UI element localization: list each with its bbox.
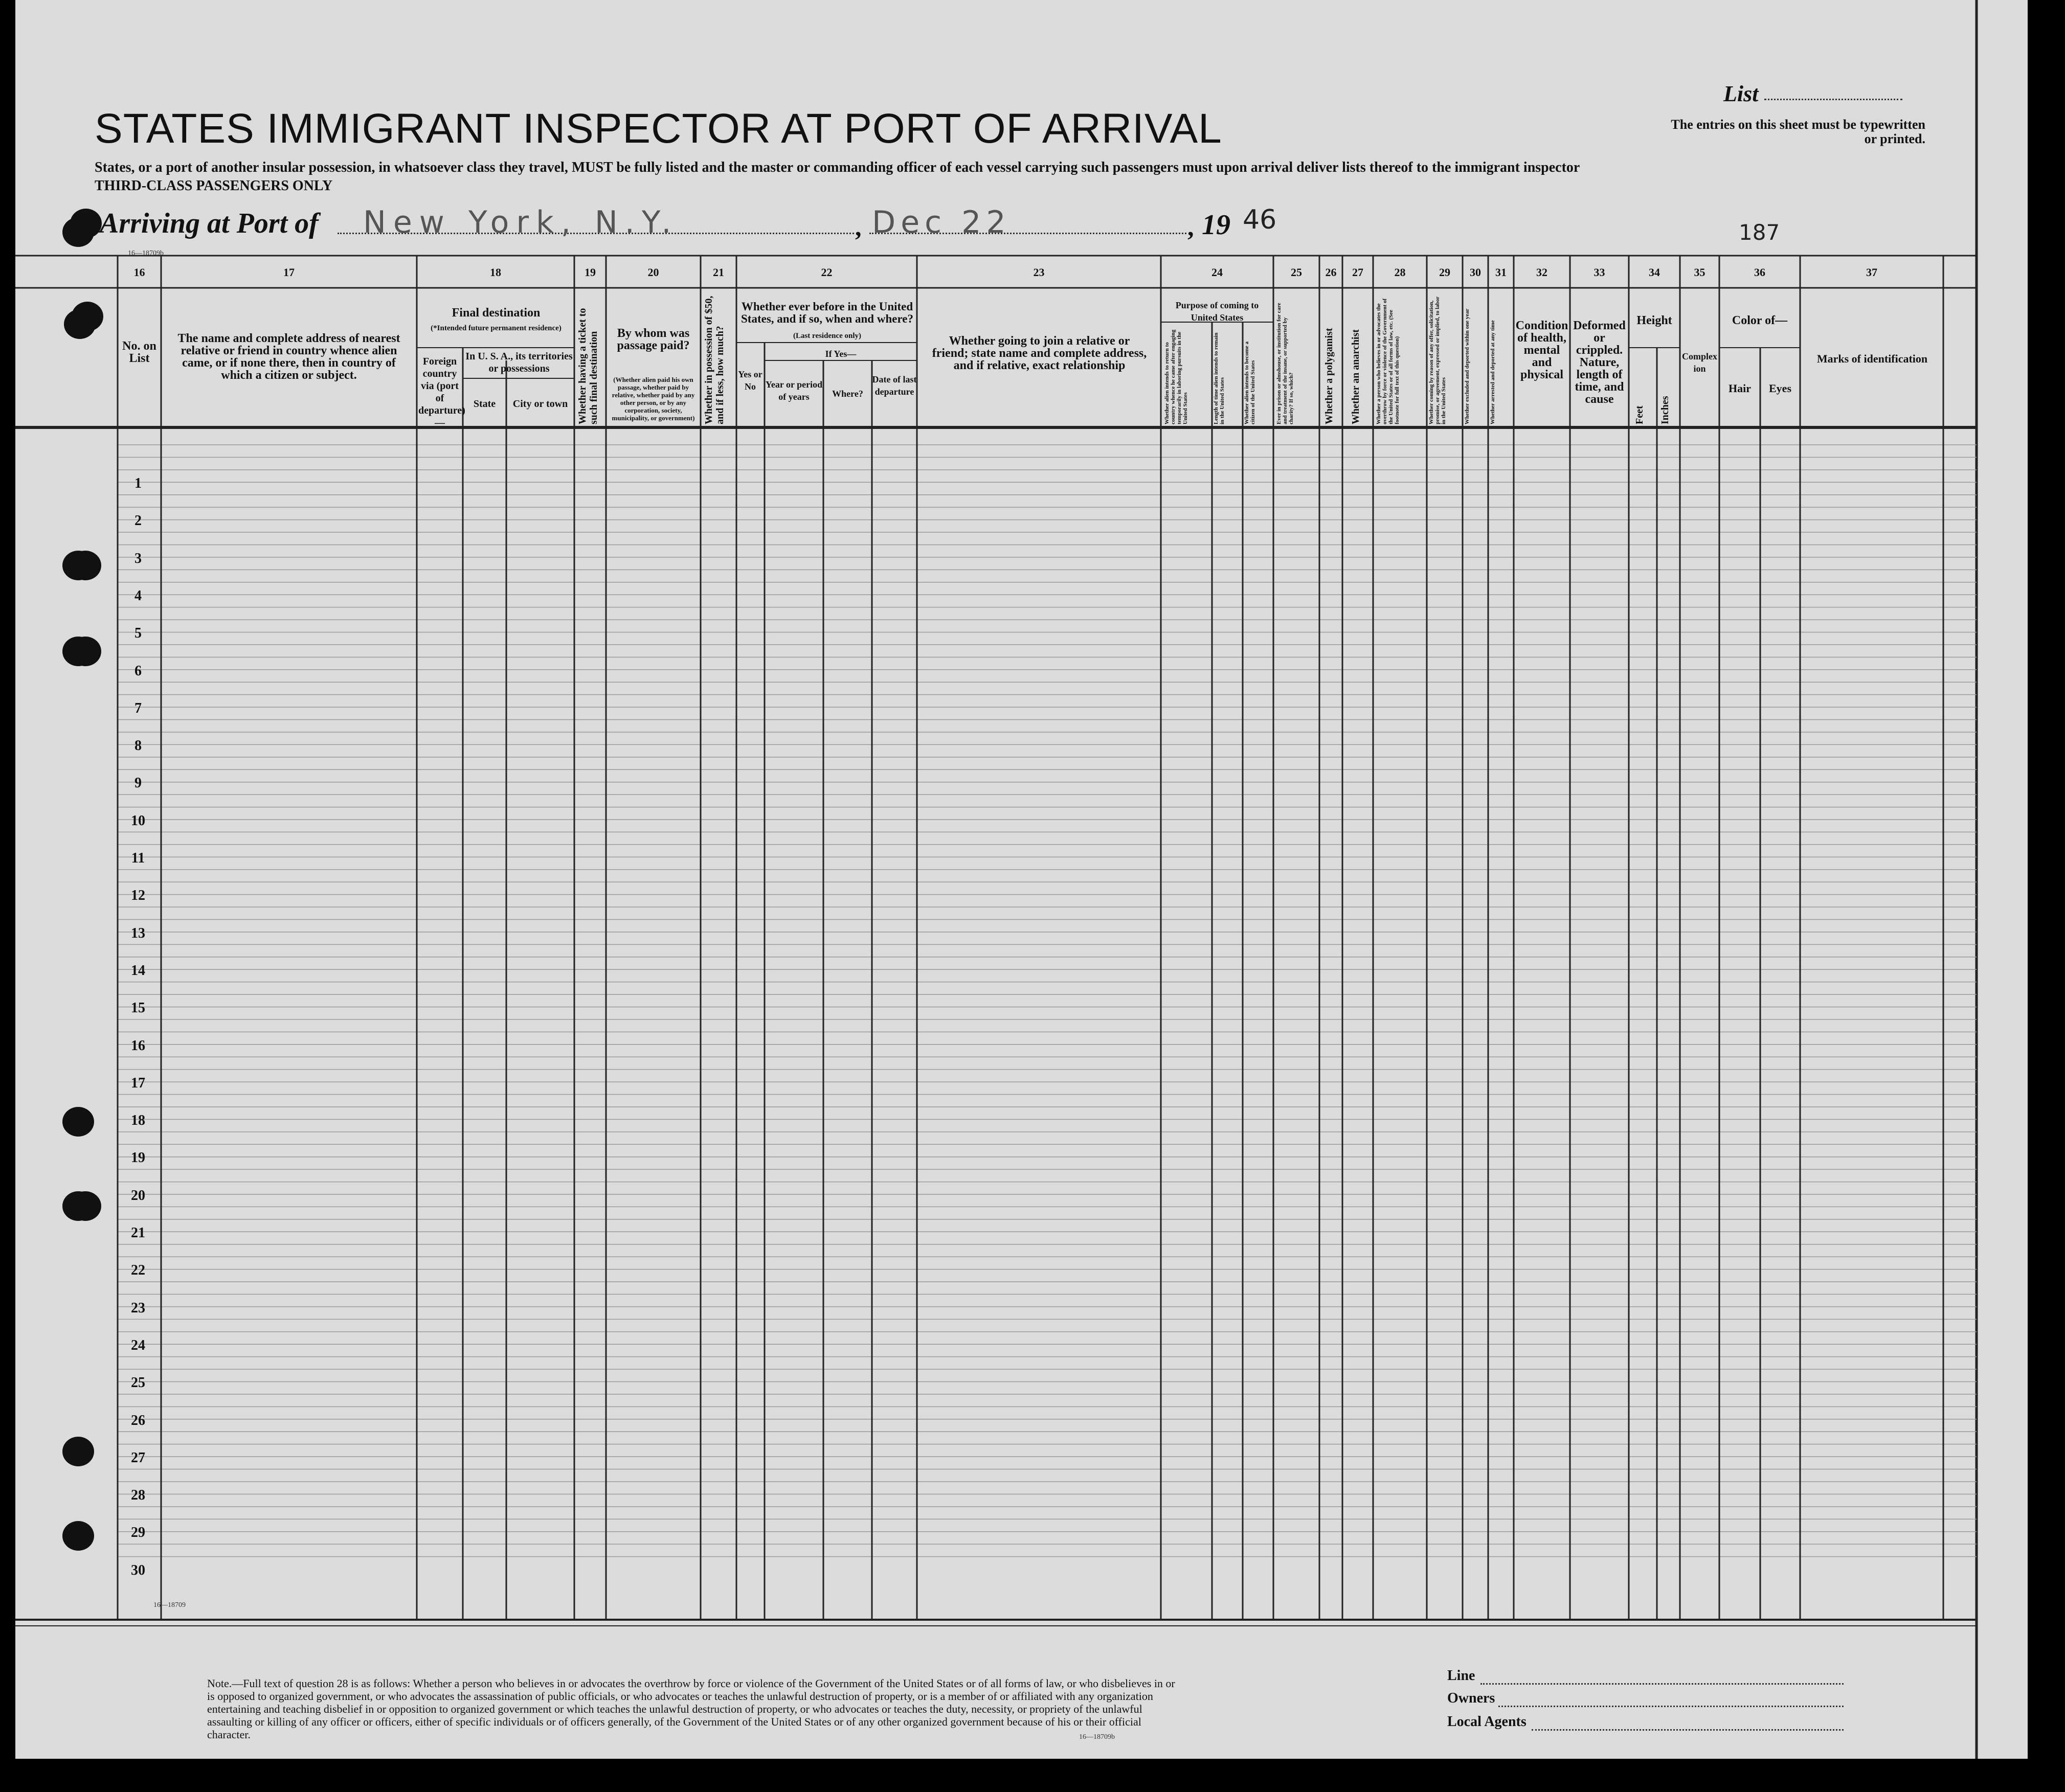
footnote-question-28: Note.—Full text of question 28 is as follows: Whether a person who believes in or advocates the overthrow by force or violence of the Government of the United States or of all forms of law, or who disbelieves in or is opposed to organized government, or who advocates the assassination of public officials, or who advocates or teaches the unlawful destruction of property, or is a member of or affiliated with any organization entertaining and teaching disbelief in or opposition to organized government or which teaches the unlawful destruction of property, or who advocates or teaches the duty, necessity, or propriety of the unlawful assaulting or killing of any officer or officers, either of specific individuals or of officers generally, of the Government of the United States or of any other organized government because of his or their official character. (207, 1677, 1175, 1741)
year-prefix: 19 (1202, 209, 1230, 241)
header-ever-before-us: Whether ever before in the United States, and if so, when and where? (741, 300, 913, 325)
header-feet: Feet (1634, 405, 1645, 424)
year-handwritten: 46 (1243, 205, 1277, 235)
list-field-line (1764, 99, 1902, 100)
row-number: 23 (131, 1300, 145, 1316)
row-number: 8 (134, 738, 142, 754)
row-number: 5 (134, 625, 142, 642)
punch-hole (70, 637, 101, 666)
port-handwritten: New York, N.Y. (363, 205, 679, 240)
header-prison-almshouse: Ever in prison or almshouse, or institution for care and treatment of the insane, or supported by charity? If so, which? (1276, 303, 1294, 424)
column-number: 25 (1291, 266, 1302, 279)
row-number: 28 (131, 1487, 145, 1504)
list-label: List (1723, 81, 1759, 106)
owners-label: Owners (1447, 1690, 1495, 1706)
header-year-period: Year or period of years (765, 379, 823, 402)
row-number: 13 (131, 925, 145, 941)
header-final-destination-note: (*Intended future permanent residence) (431, 324, 562, 332)
column-number: 35 (1694, 266, 1705, 279)
header-condition-health: Condition of health, mental and physical (1515, 319, 1568, 381)
column-number: 22 (821, 266, 833, 279)
header-become-citizen: Whether alien intends to become a citizen of the United States (1244, 341, 1256, 424)
header-return-country: Whether alien intends to return to country whence he came after engaging temporarily in laboring pursuits in the United States (1164, 329, 1188, 424)
header-nearest-relative: The name and complete address of nearest relative or friend in country whence alien came, or if none there, then in country of which a citizen or subject. (177, 332, 400, 382)
column-number: 31 (1495, 266, 1507, 279)
row-number: 29 (131, 1525, 145, 1541)
header-color-of: Color of— (1732, 314, 1788, 327)
row-number: 10 (131, 812, 145, 829)
row-number: 19 (131, 1150, 145, 1166)
row-number: 9 (134, 775, 142, 791)
form-title: STATES IMMIGRANT INSPECTOR AT PORT OF ARRIVAL (95, 105, 1222, 152)
row-number: 14 (131, 962, 145, 979)
agents-field-line (1532, 1729, 1844, 1731)
row-number: 20 (131, 1187, 145, 1204)
header-date-departure: Date of last departure (872, 374, 917, 397)
header-last-residence: (Last residence only) (793, 332, 862, 340)
header-labor-offer: Whether coming by reason of any offer, solicitation, promise, or agreement, expressed or implied, to labor in the United States (1428, 297, 1447, 424)
column-number: 21 (713, 266, 724, 279)
column-number: 16 (133, 266, 145, 279)
header-eyes: Eyes (1769, 382, 1791, 395)
column-number: 27 (1352, 266, 1363, 279)
header-anarchist: Whether an anarchist (1350, 329, 1361, 424)
punch-hole (62, 1521, 94, 1551)
comma: , (1187, 213, 1194, 241)
punch-hole (62, 1437, 94, 1466)
row-number: 6 (134, 663, 142, 679)
header-yes-no: Yes or No (738, 369, 762, 392)
header-inches: Inches (1659, 396, 1671, 424)
header-foreign-country: Foreign country via (port of departure)— (418, 356, 465, 428)
punch-hole (70, 551, 101, 580)
column-number: 33 (1593, 266, 1605, 279)
row-number: 30 (131, 1562, 145, 1578)
header-marks-identification: Marks of identification (1816, 352, 1928, 365)
punch-hole (70, 1191, 101, 1221)
column-number: 37 (1866, 266, 1877, 279)
header-final-destination: Final destination (452, 306, 541, 320)
column-number: 17 (283, 266, 295, 279)
form-code-bottom: 16—18709 (153, 1601, 186, 1609)
header-complexion: Complexion (1682, 351, 1717, 374)
header-polygamist: Whether a polygamist (1323, 328, 1335, 424)
local-agents-label: Local Agents (1447, 1714, 1527, 1730)
column-number: 24 (1211, 266, 1223, 279)
form-code-note: 16—18709b (1079, 1733, 1115, 1741)
punch-hole (62, 1107, 94, 1137)
header-join-relative: Whether going to join a relative or friend; state name and complete address, and if relative, exact relationship (932, 334, 1147, 372)
row-number: 12 (131, 888, 145, 904)
header-arrested-deported: Whether arrested and deported at any time (1490, 320, 1496, 424)
row-number: 25 (131, 1375, 145, 1391)
row-number: 15 (131, 1000, 145, 1016)
entries-note: The entries on this sheet must be typewritten or printed. (1671, 117, 1925, 146)
punch-hole (70, 209, 102, 238)
column-number: 30 (1470, 266, 1481, 279)
arriving-label: Arriving at Port of (100, 208, 319, 239)
header-state: State (473, 398, 496, 410)
column-number: 18 (490, 266, 501, 279)
header-in-usa: In U. S. A., its territories or possessions (465, 351, 573, 374)
row-number: 22 (131, 1262, 145, 1279)
owners-field-line (1498, 1706, 1844, 1707)
form-code-top: 16—18709b (128, 249, 164, 257)
row-number: 11 (131, 850, 145, 866)
punch-hole (72, 302, 103, 331)
form-subtitle: States, or a port of another insular possession, in whatsoever class they travel, MUST be fully listed and the master or commanding officer of each vessel carrying such passengers must upon arrival deliver lists thereof to the immigrant inspector (95, 160, 1580, 175)
header-possession-50: Whether in possession of $50, and if less, how much? (703, 296, 726, 424)
column-number: 32 (1536, 266, 1547, 279)
column-number: 28 (1394, 266, 1406, 279)
header-passage-paid-note: (Whether alien paid his own passage, whether paid by relative, whether paid by any other person, or by any corporation, society, municipality, or government) (612, 376, 695, 422)
row-number: 26 (131, 1412, 145, 1428)
header-height: Height (1636, 314, 1672, 327)
row-number: 7 (134, 700, 142, 716)
header-if-yes: If Yes— (825, 349, 857, 359)
header-length-of-stay: Length of time alien intends to remain in the United States (1213, 332, 1225, 424)
header-overthrow: Whether a person who believes in or advocates the overthrow by force or violence of the Government of the United States or of all forms of law, etc. (See footnote for full text of this question) (1376, 298, 1400, 424)
header-hair: Hair (1729, 382, 1751, 395)
column-number: 20 (647, 266, 659, 279)
row-number: 24 (131, 1337, 145, 1353)
class-note: THIRD-CLASS PASSENGERS ONLY (95, 178, 333, 194)
row-number: 1 (134, 475, 142, 491)
row-number: 27 (131, 1449, 145, 1466)
row-number: 16 (131, 1037, 145, 1054)
line-field-line (1480, 1683, 1844, 1685)
row-number: 2 (134, 513, 142, 529)
row-number: 18 (131, 1113, 145, 1129)
header-ticket: Whether having a ticket to such final destination (577, 308, 599, 424)
date-handwritten: Dec 22 (872, 205, 1011, 240)
column-number: 19 (585, 266, 596, 279)
page-mark: 187 (1739, 220, 1780, 245)
column-number: 23 (1033, 266, 1045, 279)
row-number: 4 (134, 587, 142, 604)
column-number: 26 (1325, 266, 1337, 279)
header-purpose: Purpose of coming to United States (1175, 300, 1259, 323)
header-no-on-list: No. on List (122, 339, 156, 365)
header-passage-paid: By whom was passage paid? (617, 327, 690, 352)
comma: , (855, 213, 862, 241)
column-number: 34 (1649, 266, 1660, 279)
line-label: Line (1447, 1668, 1475, 1684)
row-number: 3 (134, 550, 142, 566)
row-number: 21 (131, 1225, 145, 1241)
header-deformed: Deformed or crippled. Nature, length of time, and cause (1573, 319, 1626, 406)
column-number: 36 (1754, 266, 1765, 279)
header-where: Where? (832, 389, 863, 399)
column-number: 29 (1439, 266, 1450, 279)
row-number: 17 (131, 1075, 145, 1091)
header-city: City or town (512, 398, 568, 410)
header-excluded-deported: Whether excluded and deported within one year (1464, 308, 1470, 424)
